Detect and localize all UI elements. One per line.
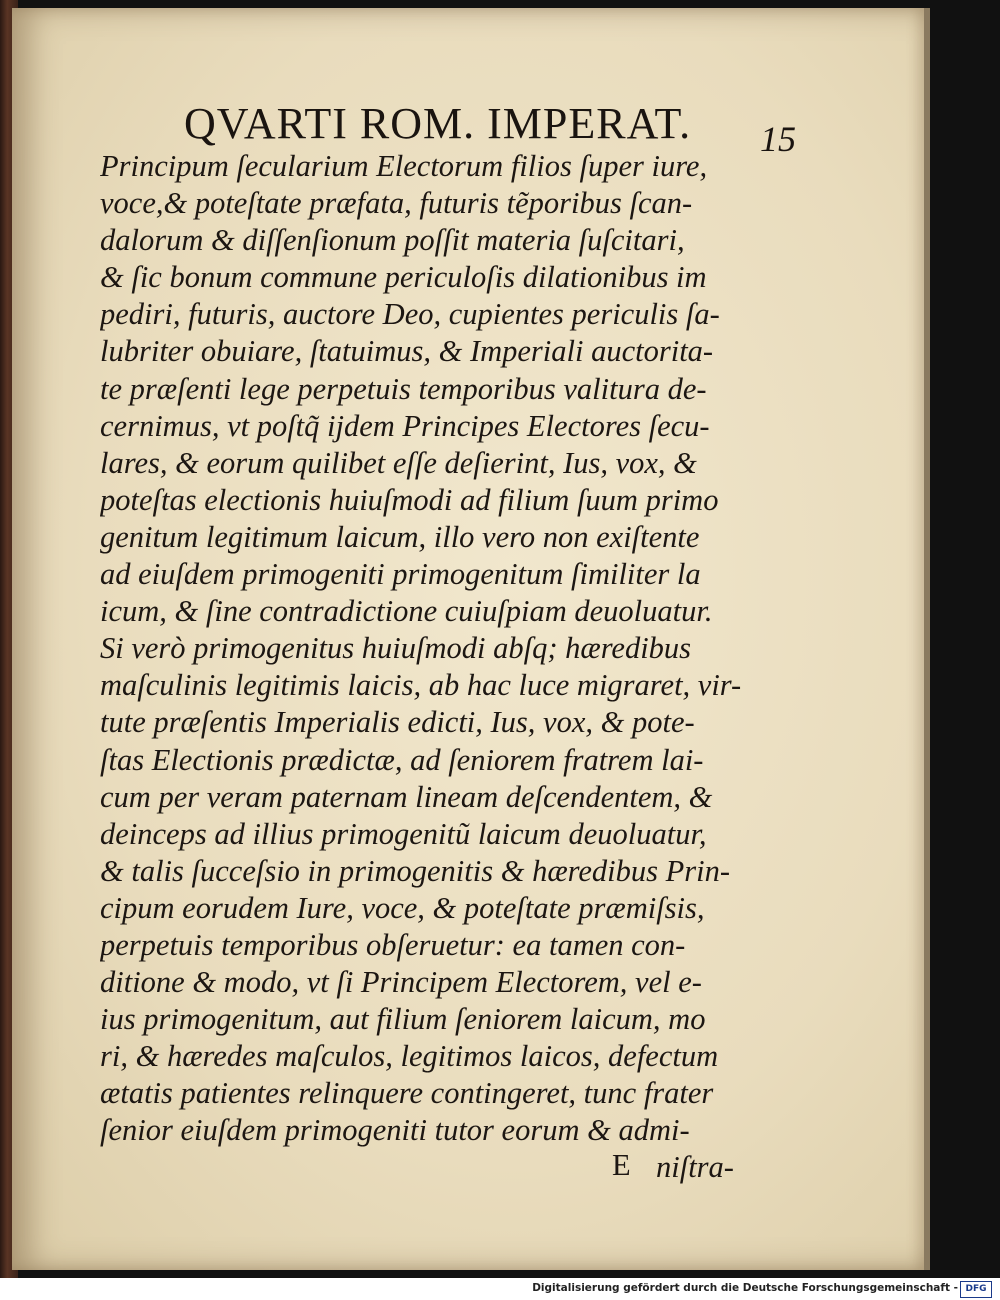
text-line: tute præſentis Imperialis edicti, Ius, vox, & pote- xyxy=(100,705,695,740)
text-line: voce,& poteſtate præfata, futuris tẽporibus ſcan- xyxy=(100,186,693,221)
text-line: & talis ſucceſsio in primogenitis & hæredibus Prin- xyxy=(100,853,731,888)
text-line: poteſtas electionis huiuſmodi ad filium ſuum primo xyxy=(100,482,719,517)
dfg-logo: DFG xyxy=(960,1281,992,1298)
text-line: maſculinis legitimis laicis, ab hac luce migraret, vir- xyxy=(100,668,742,703)
text-line: perpetuis temporibus obſeruetur: ea tamen con- xyxy=(100,927,686,962)
text-line: genitum legitimum laicum, illo vero non exiſtente xyxy=(100,519,700,554)
text-line: lares, & eorum quilibet eſſe deſierint, Ius, vox, & xyxy=(100,445,697,480)
funding-credit: Digitalisierung gefördert durch die Deutsche Forschungsgemeinschaft - xyxy=(532,1282,958,1294)
footer-bar xyxy=(0,1278,1000,1300)
text-line: ditione & modo, vt ſi Principem Electorem, vel e- xyxy=(100,965,702,1000)
text-line: cum per veram paternam lineam deſcendentem, & xyxy=(100,779,713,814)
text-line: cipum eorudem Iure, voce, & poteſtate præmiſsis, xyxy=(100,890,705,925)
text-line: deinceps ad illius primogenitũ laicum deuoluatur, xyxy=(100,816,707,851)
text-line: ad eiuſdem primogeniti primogenitum ſimiliter la xyxy=(100,557,701,592)
text-line: ius primogenitum, aut filium ſeniorem laicum, mo xyxy=(100,1002,706,1037)
text-line: ri, & hæredes maſculos, legitimos laicos, defectum xyxy=(100,1039,719,1074)
text-line: icum, & ſine contradictione cuiuſpiam deuoluatur. xyxy=(100,594,713,629)
body-text xyxy=(100,148,790,1150)
text-line: lubriter obuiare, ſtatuimus, & Imperiali auctorita- xyxy=(100,334,714,369)
text-line: ætatis patientes relinquere contingeret, tunc frater xyxy=(100,1076,714,1111)
page-edge xyxy=(924,8,930,1270)
text-line: ſenior eiuſdem primogeniti tutor eorum & admi- xyxy=(100,1113,690,1148)
text-line: ſtas Electionis prædictæ, ad ſeniorem fratrem lai- xyxy=(100,742,704,777)
text-line: cernimus, vt poſtq̃ ijdem Principes Electores ſecu- xyxy=(100,408,710,443)
text-line: Si verò primogenitus huiuſmodi abſq; hæredibus xyxy=(100,631,692,666)
catchword: niſtra- xyxy=(656,1150,734,1184)
text-line: & ſic bonum commune periculoſis dilationibus im xyxy=(100,260,707,295)
running-head: QVARTI ROM. IMPERAT. xyxy=(184,99,692,148)
signature-mark: E xyxy=(612,1148,631,1182)
signature-row xyxy=(100,1148,790,1188)
page-number: 15 xyxy=(760,119,796,159)
text-line: te præſenti lege perpetuis temporibus valitura de- xyxy=(100,371,707,406)
text-line: pediri, futuris, auctore Deo, cupientes periculis ſa- xyxy=(100,297,720,332)
text-line: dalorum & diſſenſionum poſſit materia ſuſcitari, xyxy=(100,223,685,258)
text-line: Principum ſecularium Electorum filios ſuper iure, xyxy=(100,149,708,183)
